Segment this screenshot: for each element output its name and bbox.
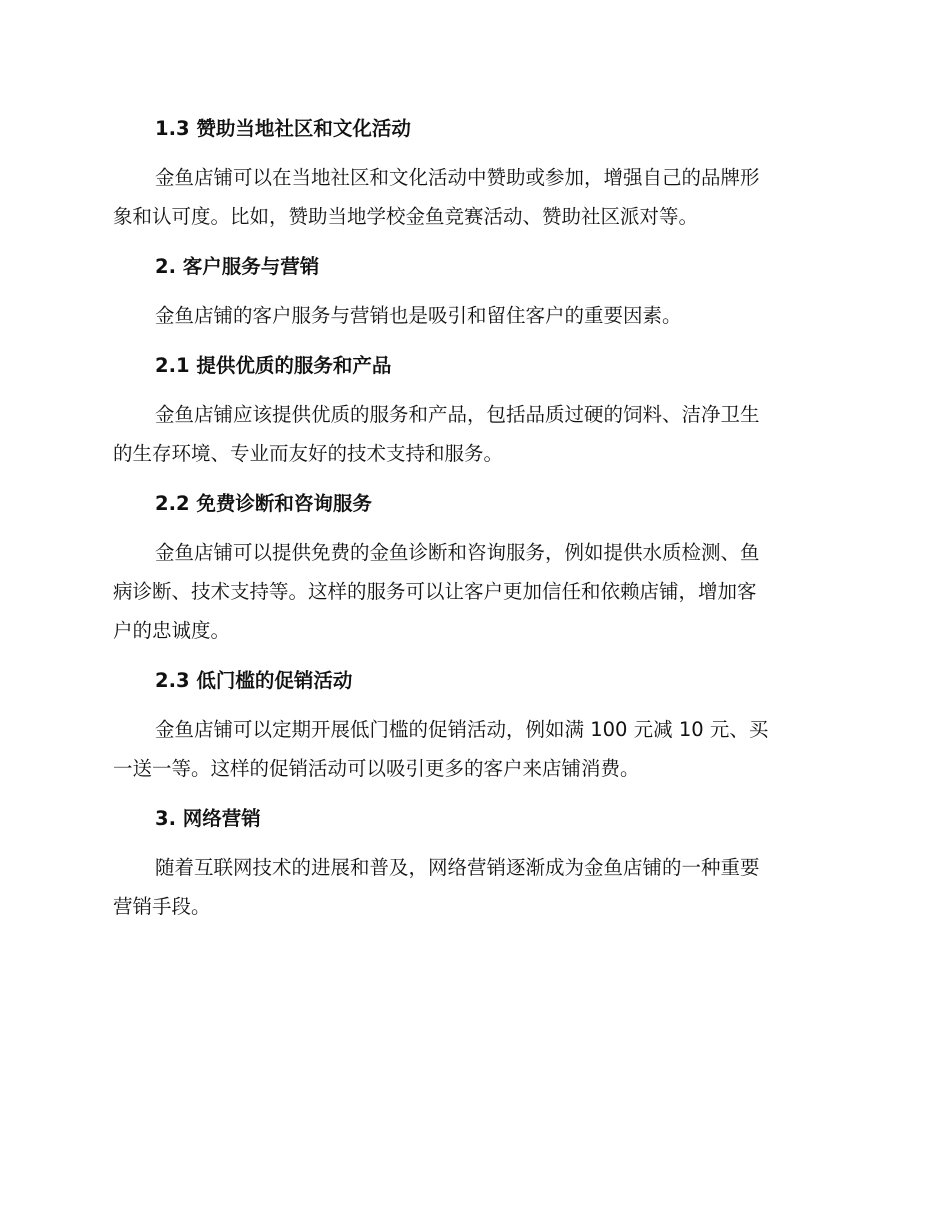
section-2-2	[113, 485, 838, 650]
section-heading: 2.2 免费诊断和咨询服务	[155, 492, 372, 515]
section-paragraph	[113, 848, 838, 926]
section-heading: 2.3 低门槛的促销活动	[155, 669, 353, 692]
paragraph-line: 金鱼店铺可以在当地社区和文化活动中赞助或参加，增强自己的品牌形	[155, 166, 760, 189]
section-2	[113, 248, 838, 335]
paragraph-line: 金鱼店铺应该提供优质的服务和产品，包括品质过硬的饲料、洁净卫生	[155, 403, 760, 426]
section-paragraph	[113, 710, 838, 788]
section-1-3	[113, 110, 838, 236]
document-page	[113, 110, 838, 938]
section-heading: 3. 网络营销	[155, 807, 261, 830]
section-paragraph	[113, 296, 838, 335]
section-2-3	[113, 662, 838, 788]
paragraph-line: 营销手段。	[113, 895, 211, 918]
section-paragraph	[113, 395, 838, 473]
section-2-1	[113, 347, 838, 473]
section-heading: 1.3 赞助当地社区和文化活动	[155, 117, 411, 140]
section-3	[113, 800, 838, 926]
section-heading: 2.1 提供优质的服务和产品	[155, 354, 392, 377]
paragraph-line: 金鱼店铺的客户服务与营销也是吸引和留住客户的重要因素。	[155, 304, 682, 327]
paragraph-line: 一送一等。这样的促销活动可以吸引更多的客户来店铺消费。	[113, 757, 640, 780]
section-paragraph	[113, 533, 838, 650]
paragraph-line: 病诊断、技术支持等。这样的服务可以让客户更加信任和依赖店铺，增加客	[113, 580, 757, 603]
paragraph-line: 金鱼店铺可以提供免费的金鱼诊断和咨询服务，例如提供水质检测、鱼	[155, 541, 760, 564]
paragraph-line: 金鱼店铺可以定期开展低门槛的促销活动，例如满 100 元减 10 元、买	[155, 718, 769, 741]
paragraph-line: 的生存环境、专业而友好的技术支持和服务。	[113, 442, 504, 465]
section-paragraph	[113, 158, 838, 236]
section-heading: 2. 客户服务与营销	[155, 255, 320, 278]
paragraph-line: 象和认可度。比如，赞助当地学校金鱼竞赛活动、赞助社区派对等。	[113, 205, 699, 228]
paragraph-line: 随着互联网技术的进展和普及，网络营销逐渐成为金鱼店铺的一种重要	[155, 856, 760, 879]
paragraph-line: 户的忠诚度。	[113, 619, 231, 642]
